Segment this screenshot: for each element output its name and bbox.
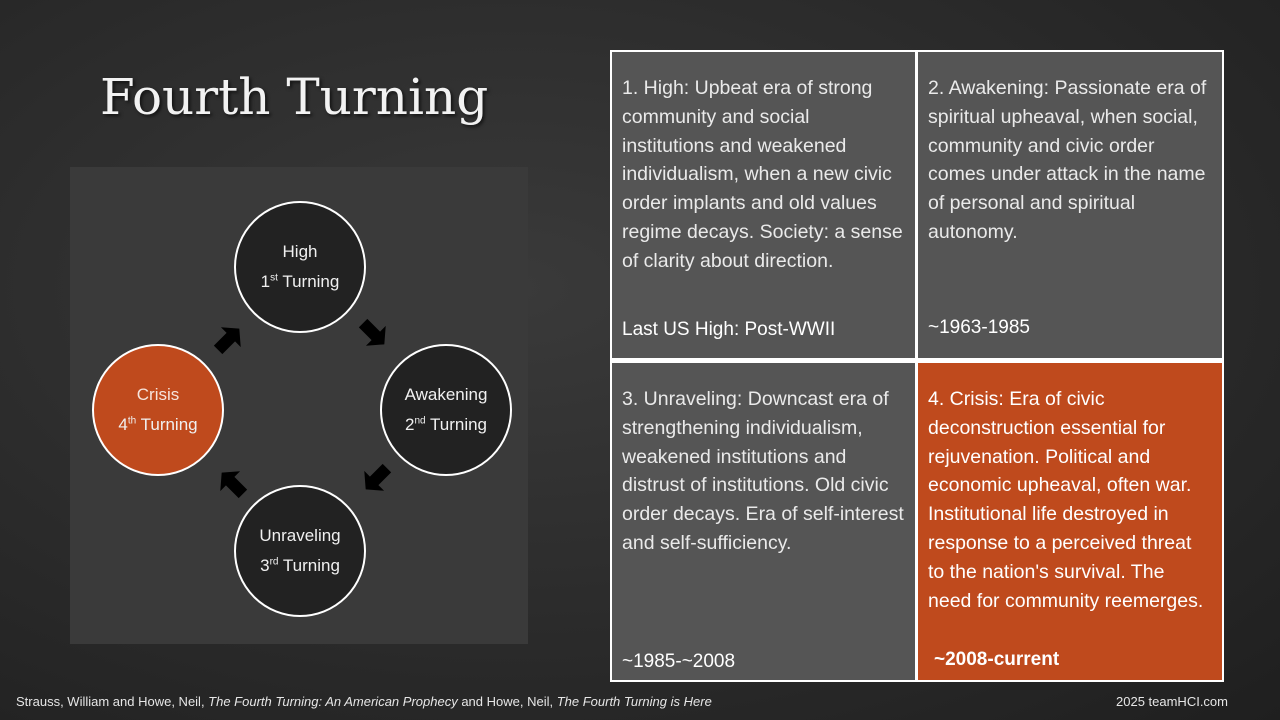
high-name: High [282, 242, 318, 261]
citation-authors-1: Strauss, William and Howe, Neil, [16, 694, 209, 709]
turnings-table [610, 50, 1224, 682]
high-turning-circle [234, 201, 366, 333]
turnings-cycle-diagram [70, 167, 528, 644]
high-period: Last US High: Post-WWII [622, 319, 836, 340]
crisis-description: 4. Crisis: Era of civic deconstruction essential for rejuvenation. Political and economic upheaval, often war. Institutional life destroyed in response to a perceived threat to the nation's survival. The need for community reemerges. [928, 388, 1204, 612]
awakening-turning-cell [918, 52, 1222, 358]
crisis-turning-circle [92, 344, 224, 476]
citation-authors-2: and Howe, Neil, [457, 694, 557, 709]
unraveling-ordinal-line: 3rd Turning [260, 556, 340, 575]
slide-title: Fourth Turning [100, 68, 489, 126]
unraveling-name: Unraveling [259, 526, 341, 545]
citation [16, 694, 712, 709]
arrow-unraveling-to-crisis-icon [212, 463, 254, 505]
awakening-name: Awakening [404, 385, 488, 404]
awakening-turning-circle [380, 344, 512, 476]
unraveling-period: ~1985-~2008 [622, 651, 736, 672]
arrow-awakening-to-unraveling-icon [356, 457, 398, 499]
arrow-high-to-awakening-icon [352, 312, 394, 354]
awakening-description: 2. Awakening: Passionate era of spiritual upheaval, when social, community and civic order comes under attack in the name of personal and spiritual autonomy. [928, 77, 1207, 243]
high-turning-cell [612, 52, 915, 358]
awakening-ordinal-line: 2nd Turning [404, 415, 488, 434]
citation-book-1: The Fourth Turning: An American Prophecy [208, 694, 458, 709]
unraveling-turning-cell [612, 363, 915, 680]
crisis-turning-cell [918, 363, 1222, 680]
awakening-period: ~1963-1985 [928, 317, 1030, 338]
citation-book-2: The Fourth Turning is Here [556, 694, 712, 709]
arrow-crisis-to-high-icon [207, 319, 249, 361]
crisis-period: ~2008-current [934, 649, 1060, 670]
unraveling-description: 3. Unraveling: Downcast era of strengthening individualism, weakened institutions and distrust of institutions. Old civic order decays. Era of self-interest and self-sufficiency. [622, 388, 904, 554]
high-description: 1. High: Upbeat era of strong community and social institutions and weakened individualism, when a new civic order implants and old values regime decays. Society: a sense of clarity about direction. [622, 77, 903, 272]
crisis-ordinal-line: 4th Turning [118, 415, 198, 434]
high-ordinal-line: 1st Turning [260, 272, 340, 291]
credit: 2025 teamHCI.com [1116, 694, 1228, 709]
crisis-name: Crisis [136, 385, 180, 404]
